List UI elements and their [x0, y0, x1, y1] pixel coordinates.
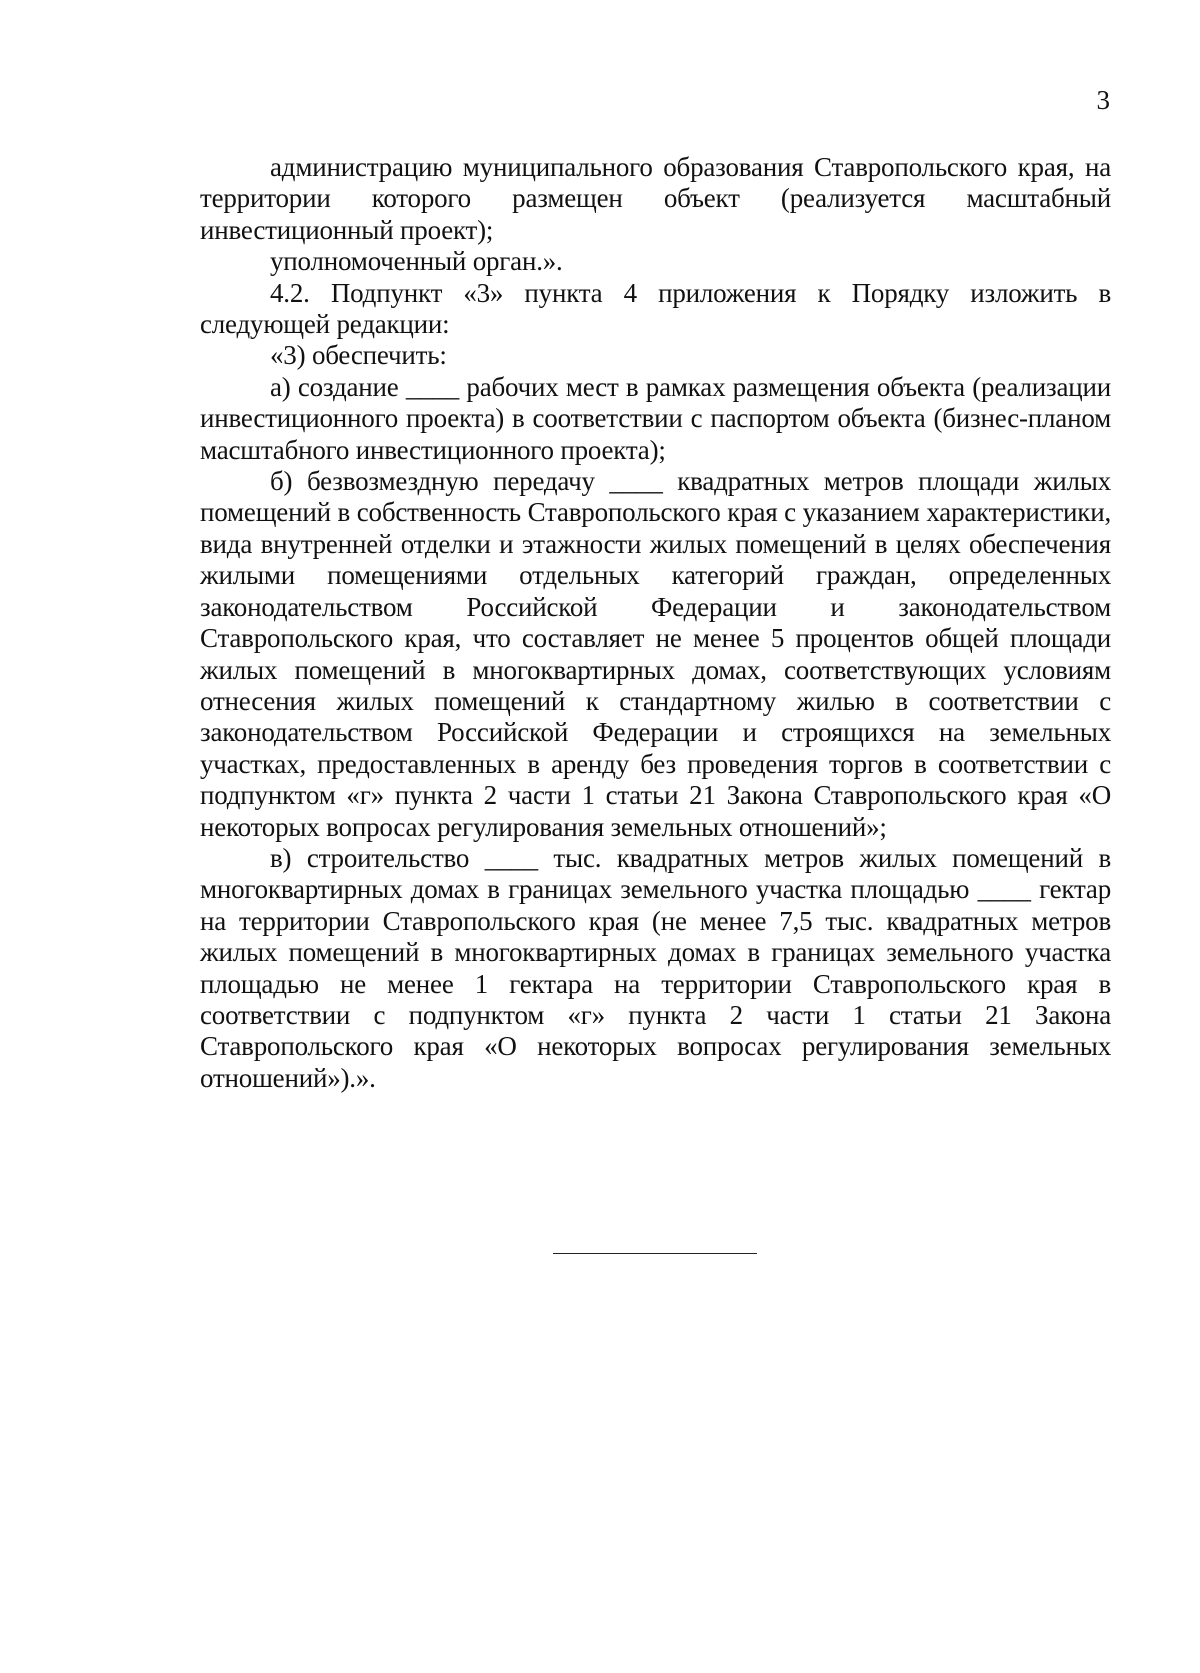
paragraph-item-b: б) безвозмездную передачу ____ квадратных метров площади жилых помещений в собственность Ставропольского края с указанием характеристики, вида внутренней отделки и этажности жилых помещений в целях обеспечения жилыми помещениями отдельных категорий граждан, определенных законодательством Российской Федерации и законодательством Ставропольского края, что составляет не менее 5 процентов общей площади жилых помещений в многоквартирных домах, соответствующих условиям отнесения жилых помещений к стандартному жилью в соответствии с законодательством Российской Федерации и строящихся на земельных участках, предоставленных в аренду без проведения торгов в соответствии с подпунктом «г» пункта 2 части 1 статьи 21 Закона Ставропольского края «О некоторых вопросах регулирования земельных отношений»;	[200, 466, 1111, 842]
end-of-text-rule	[553, 1253, 757, 1254]
paragraph-subclause-3: «3) обеспечить:	[270, 340, 447, 371]
paragraph-clause-4-2: 4.2. Подпункт «3» пункта 4 приложения к Порядку изложить в следующей редакции:	[200, 277, 1111, 340]
paragraph-item-a: а) создание ____ рабочих мест в рамках размещения объекта (реализации инвестиционного проекта) в соответствии с паспортом объекта (бизнес-планом масштабного инвестиционного проекта);	[200, 371, 1111, 465]
page-number: 3	[1096, 85, 1110, 115]
paragraph-item-v: в) строительство ____ тыс. квадратных метров жилых помещений в многоквартирных домах в границах земельного участка площадью ____ гектар на территории Ставропольского края (не менее 7,5 тыс. квадратных метров жилых помещений в многоквартирных домах в границах земельного участка площадью не менее 1 гектара на территории Ставропольского края в соответствии с подпунктом «г» пункта 2 части 1 статьи 21 Закона Ставропольского края «О некоторых вопросах регулирования земельных отношений»).».	[200, 842, 1111, 1093]
paragraph-authorized-body: уполномоченный орган.».	[270, 246, 563, 277]
paragraph-administration: администрацию муниципального образования Ставропольского края, на территории которого размещен объект (реализуется масштабный инвестиционный проект);	[200, 152, 1111, 245]
document-body	[200, 152, 1111, 1094]
